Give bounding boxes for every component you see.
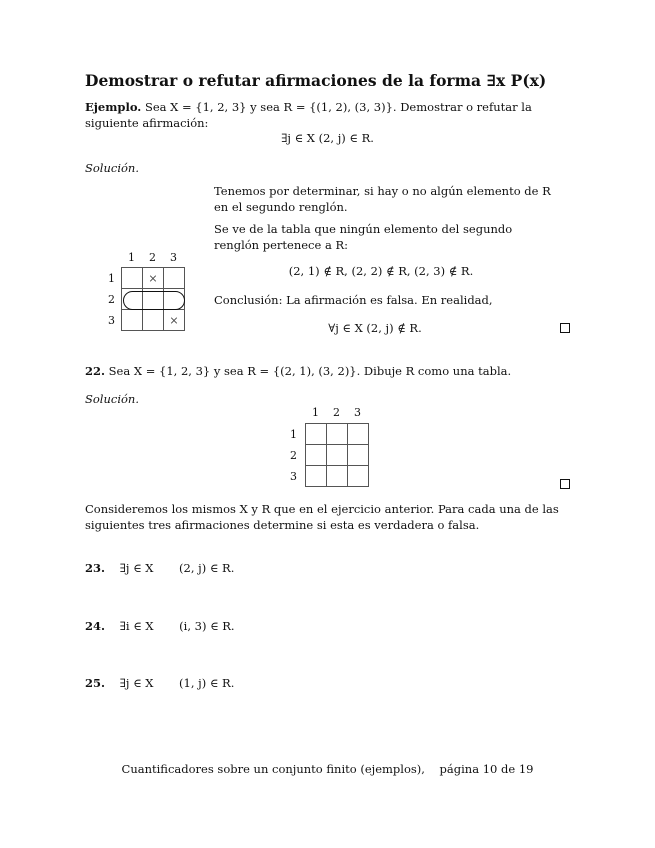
exercise-22-empty-table [305, 423, 369, 487]
exercise-number: 25. [85, 676, 106, 690]
table-cell [122, 310, 143, 331]
row-header: 2 [290, 449, 297, 462]
exercise-number: 23. [85, 561, 106, 575]
example-formula-2: (2, 1) ∉ R, (2, 2) ∉ R, (2, 3) ∉ R. [288, 264, 474, 278]
table-cell [327, 466, 348, 487]
exercise-formula: ∃i ∈ X (i, 3) ∈ R. [119, 619, 235, 633]
exercise-formula: ∃j ∈ X (1, j) ∈ R. [119, 676, 235, 690]
col-header: 3 [170, 251, 177, 264]
intro-paragraph: Consideremos los mismos X y R que en el ejercicio anterior. Para cada una de las siguientes tres afirmaciones determine si esta es verdadera o falsa. [85, 502, 559, 532]
exercise-22-solution-label: Solución. [85, 392, 139, 406]
col-header: 2 [333, 406, 340, 419]
exercise-23 [85, 561, 234, 575]
row-header: 3 [108, 314, 115, 327]
row-highlight-oval [123, 291, 185, 310]
exercise-number: 24. [85, 619, 106, 633]
exercise-text: Sea X = {1, 2, 3} y sea R = {(2, 1), (3, 2)}. Dibuje R como una tabla. [108, 364, 512, 378]
table-cell [164, 268, 185, 289]
exercise-22 [85, 363, 575, 379]
section-title: Demostrar o refutar afirmaciones de la forma ∃x P(x) [85, 71, 547, 90]
row-header: 2 [108, 293, 115, 306]
table-cell [306, 424, 327, 445]
row-header: 3 [290, 470, 297, 483]
exercise-formula: ∃j ∈ X (2, j) ∈ R. [119, 561, 235, 575]
exercise-25 [85, 676, 234, 690]
example-explain-1: Tenemos por determinar, si hay o no algún elemento de R en el segundo renglón. [214, 184, 551, 214]
table-cell [348, 424, 369, 445]
example-formula-3: ∀j ∈ X (2, j) ∉ R. [328, 321, 422, 335]
row-header: 1 [290, 428, 297, 441]
table-cell [327, 445, 348, 466]
table-cell [348, 466, 369, 487]
example-explain-2: Se ve de la tabla que ningún elemento del segundo renglón pertenece a R: [214, 222, 513, 252]
row-header: 1 [108, 272, 115, 285]
col-header: 1 [312, 406, 319, 419]
example-solution-label: Solución. [85, 161, 139, 175]
table-cell [348, 445, 369, 466]
table-cell: × [164, 310, 185, 331]
page-footer: Cuantificadores sobre un conjunto finito (ejemplos), página 10 de 19 [121, 762, 534, 776]
table-cell [327, 424, 348, 445]
table-cell [143, 310, 164, 331]
qed-square-icon [560, 323, 570, 333]
exercise-24 [85, 619, 235, 633]
table-cell [306, 445, 327, 466]
col-header: 2 [149, 251, 156, 264]
example-formula: ∃j ∈ X (2, j) ∈ R. [281, 131, 374, 145]
qed-square-icon [560, 479, 570, 489]
col-header: 1 [128, 251, 135, 264]
example-conclusion: Conclusión: La afirmación es falsa. En realidad, [214, 293, 493, 307]
example-text: Sea X = {1, 2, 3} y sea R = {(1, 2), (3, 3)}. Demostrar o refutar la siguiente afirmación: [85, 100, 532, 130]
table-cell: × [143, 268, 164, 289]
col-header: 3 [354, 406, 361, 419]
exercise-number: 22. [85, 364, 106, 378]
example-paragraph [85, 99, 575, 131]
example-label: Ejemplo. [85, 100, 142, 114]
table-cell [122, 268, 143, 289]
table-cell [306, 466, 327, 487]
